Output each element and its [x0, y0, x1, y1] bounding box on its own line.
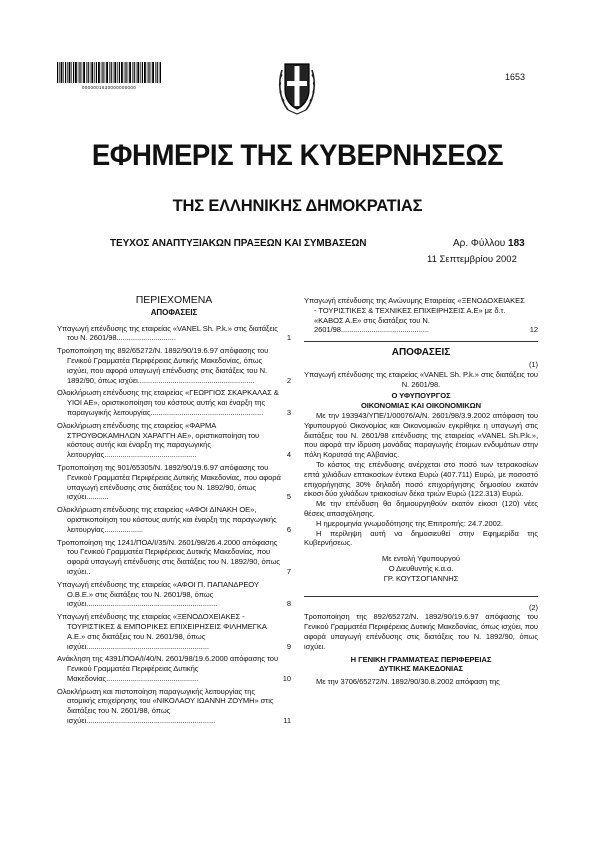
contents-list	[57, 324, 291, 726]
decision-paragraph: Η ημερομηνία γνωμοδότησης της Επιτροπής: 24.7.2002.	[316, 518, 503, 528]
authority-line: Ο ΥΦΥΠΟΥΡΓΟΣ	[391, 391, 451, 401]
divider	[304, 341, 538, 342]
decision-number: (2)	[528, 602, 538, 612]
signature-line: Με εντολή Υφυπουργού	[382, 554, 460, 564]
contents-entry-text: Ολοκλήρωση επένδυσης της εταιρείας «ΦΑΡΜΑ ΣΤΡΟΥΘΟΚΑΜΗΛΩΝ ΧΑΡΑΓΓΗ ΑΕ», οριστικοποίηση του κόστους αυτής και έναρξη της παραγωγικής λειτουργίας.............................................	[57, 420, 260, 460]
contents-entry-page: 11	[283, 716, 291, 726]
contents-entry-page: 6	[286, 524, 291, 534]
gazette-subtitle: ΤΗΣ ΕΛΛΗΝΙΚΗΣ ΔΗΜΟΚΡΑΤΙΑΣ	[172, 197, 423, 215]
contents-entry[interactable]	[57, 388, 291, 417]
contents-entry-page: 1	[286, 333, 291, 343]
contents-entry[interactable]	[57, 421, 291, 460]
decisions-column	[304, 296, 538, 687]
contents-entry-text: Τροποποίηση της 1241/ΠΟΑ/Ι/35/Ν. 2601/98/26.4.2000 απόφασης του Γενικού Γραμματέα Περιφέρειας Δυτικής Μακεδονίας, που αφορά υπαγωγή επένδυσης στις διατάξεις του Ν. 1892/90, όπως ισχύει..	[57, 537, 281, 576]
authority-line: Η ΓΕΝΙΚΗ ΓΡΑΜΜΑΤΕΑΣ ΠΕΡΙΦΕΡΕΙΑΣ	[350, 654, 492, 664]
contents-entry-text: Τροποποίηση της 892/65272/Ν. 1892/90/19.6.97 απόφασης του Γενικού Γραμματέα Περιφέρειας Δυτικής Μακεδονίας, όπως ισχύει, που αφορά υπαγωγή επένδυσης στις διατάξεις του Ν. 1892/90, όπως ισχύει.........................................................	[57, 346, 269, 385]
contents-entry[interactable]	[57, 538, 291, 577]
contents-entry[interactable]	[57, 687, 291, 726]
decision-paragraph: Με την 3706/65272/Ν. 1892/90/30.8.2002 απόφαση της	[316, 677, 500, 687]
sheet-number-value: 183	[508, 238, 525, 249]
decision-title: Υπαγωγή επένδυσης της εταιρείας «VANEL Sh. P.k.» στις διατάξεις του Ν. 2601/98.	[304, 369, 538, 389]
barcode-number: 0000001630000000000	[81, 85, 137, 90]
section-heading: ΑΠΟΦΑΣΕΙΣ	[391, 347, 451, 359]
contents-entry-text: Ολοκλήρωση επένδυσης της εταιρείας «ΓΕΩΡΓΙΟΣ ΣΚΑΡΚΑΛΑΣ & ΥΙΟΙ ΑΕ», οριστικοποίηση του κόστους αυτής και έναρξη της παραγωγικής λειτουργίας.......................................................	[57, 388, 279, 417]
barcode	[57, 62, 161, 83]
sheet-label: Αρ. Φύλλου	[453, 238, 506, 249]
contents-entry-page: 3	[286, 407, 291, 417]
contents-entry-text: Υπαγωγή επένδυσης της εταιρείας «ΞΕΝΟΔΟΧΕΙΑΚΕΣ - ΤΟΥΡΙΣΤΙΚΕΣ & ΕΜΠΟΡΙΚΕΣ ΕΠΙΧΕΙΡΗΣΕΙΣ ΦΙΛΗΜΕΓΚΑ Α.Ε.» στις διατάξεις του Ν. 2601/98, όπως ισχύει............................................................	[57, 612, 267, 651]
contents-entry-text: Υπαγωγή επένδυσης της εταιρείας «ΑΦΟΙ Π. ΠΑΠΑΝΔΡΕΟΥ Ο.Β.Ε.» στις διατάξεις του Ν. 2601/98, όπως ισχύει................................................................	[57, 579, 259, 609]
contents-entry-page: 7	[286, 566, 291, 576]
decision-paragraph: Το κόστος της επένδυσης ανέρχεται στο ποσό των τετρακοσίων επτά χιλιάδων επτακοσίων έντεκα Ευρώ (407.711) Ευρώ, με ποσοστό επιχορήγησης 30% δηλαδή ποσό επιχορήγησης δημοσίου εκατόν είκοσι δύο χιλιάδων τριακοσίων δέκα τριών Ευρώ (122.313) Ευρώ.	[304, 459, 538, 499]
contents-entry-text: Υπαγωγή επένδυσης της Ανώνυμης Εταιρείας «ΞΕΝΟΔΟΧΕΙΑΚΕΣ - ΤΟΥΡΙΣΤΙΚΕΣ & ΤΕΧΝΙΚΕΣ ΕΠΙΧΕΙΡΗΣΕΙΣ Α.Ε» με δ.τ. «ΚΑΒΟΣ Α.Ε» στις διατάξεις του Ν. 2601/98...........................................	[304, 296, 525, 335]
decision-number: (1)	[528, 359, 538, 369]
contents-entry-text: Ολοκλήρωση και πιστοποίηση παραγωγικής λειτουργίας της ατομικής επιχείρησης του «ΝΙΚΟΛΑΟΥ ΙΩΑΝΝΗ ΖΟΥΜΗ» στις διατάξεις του Ν. 2601/98, όπως ισχύει...............................................................	[57, 686, 274, 726]
contents-entry-page: 12	[529, 325, 538, 335]
greek-coat-of-arms-icon	[276, 56, 318, 118]
contents-heading: ΠΕΡΙΕΧΟΜΕΝΑ	[135, 294, 213, 306]
contents-entry-text: Ανάκληση της 4391/ΠΟΑ/Ι/40/Ν. 2601/98/19.6.2000 απόφασης του Γενικού Γραμματέα Περιφέρειας Δυτικής Μακεδονίας.............................................	[57, 654, 279, 683]
contents-entry[interactable]	[304, 296, 538, 335]
sheet-number	[453, 238, 525, 249]
contents-entry-page: 9	[286, 641, 291, 651]
contents-entry[interactable]	[57, 612, 291, 651]
contents-entry-page: 10	[282, 673, 291, 683]
contents-entry-text: Ολοκλήρωση επένδυσης της εταιρείας «ΑΦΟΙ ΔΙΝΑΚΗ ΟΕ», οριστικοποίηση του κόστους αυτής και έναρξη της παραγωγικής λειτουργίας...................	[57, 505, 277, 534]
divider	[304, 596, 538, 597]
contents-entry-text: Υπαγωγή επένδυσης της εταιρείας «VANEL Sh. P.k.» στις διατάξεις του Ν. 2601/98.............................	[57, 323, 278, 343]
contents-entry-page: 8	[286, 599, 291, 609]
issue-series: ΤΕΥΧΟΣ ΑΝΑΠΤΥΞΙΑΚΩΝ ΠΡΑΞΕΩΝ ΚΑΙ ΣΥΜΒΑΣΕΩΝ	[110, 238, 367, 249]
contents-entry[interactable]	[57, 505, 291, 534]
authority-line: ΔΥΤΙΚΗΣ ΜΑΚΕΔΟΝΙΑΣ	[379, 664, 463, 674]
signature-line: Ο Διευθυντής κ.α.α.	[388, 563, 454, 573]
gazette-title: ΕΦΗΜΕΡΙΣ ΤΗΣ ΚΥΒΕΡΝΗΣΕΩΣ	[91, 139, 504, 172]
contents-entry-page: 5	[286, 492, 291, 502]
contents-entry-page: 2	[286, 375, 291, 385]
contents-subheading: ΑΠΟΦΑΣΕΙΣ	[150, 307, 198, 317]
issue-date: 11 Σεπτεμβρίου 2002	[427, 254, 517, 265]
contents-entry-page: 4	[286, 450, 291, 460]
contents-entry[interactable]	[57, 654, 291, 683]
contents-entry-text: Τροποποίηση της 901/65305/Ν. 1892/90/19.6.97 απόφασης του Γενικού Γραμματέα Περιφέρειας Δυτικής Μακεδονίας, που αφορά υπαγωγή επένδυσης στις διατάξεις του Ν. 1892/90, όπως ισχύει...........	[57, 462, 281, 502]
contents-entry[interactable]	[57, 324, 291, 344]
contents-entry[interactable]	[57, 580, 291, 609]
decision-title: Τροποποίηση της 892/65272/Ν. 1892/90/19.6.97 απόφασης του Γενικού Γραμματέα Περιφέρειας Δυτικής Μακεδονίας, όπως ισχύει, που αφορά υπαγωγή επένδυσης στις διατάξεις του Ν. 1892/90, όπως ισχύει.	[304, 612, 538, 651]
decision-paragraph: Η περίληψη αυτή να δημοσιευθεί στην Εφημερίδα της Κυβερνήσεως.	[304, 528, 538, 548]
contents-column	[57, 296, 291, 729]
decision-paragraph: Με την επένδυση θα δημιουργηθούν εκατόν είκοσι (120) νέες θέσεις απασχόλησης.	[304, 499, 538, 518]
page-number: 1653	[505, 72, 526, 82]
decision-paragraph: Με την 193943/ΥΠΕ/1/00076/Α/Ν. 2601/98/3.9.2002 απόφαση του Υφυπουργού Οικονομίας και Οικονομικών εγκρίθηκε η υπαγωγή στις διατάξεις του Ν. 2601/98 επένδυσης της εταιρείας «VANEL Sh.P.k.», που αφορά την ίδρυση μονάδας παραγωγής έτοιμων ενδυμάτων στην πόλη Κορυτσά της Αλβανίας.	[304, 410, 538, 460]
contents-entry[interactable]	[57, 346, 291, 385]
signature-name: ΓΡ. ΚΟΥΤΣΟΓΙΑΝΝΗΣ	[383, 573, 459, 583]
contents-entry[interactable]	[57, 463, 291, 502]
authority-line: ΟΙΚΟΝΟΜΙΑΣ ΚΑΙ ΟΙΚΟΝΟΜΙΚΩΝ	[360, 401, 482, 411]
